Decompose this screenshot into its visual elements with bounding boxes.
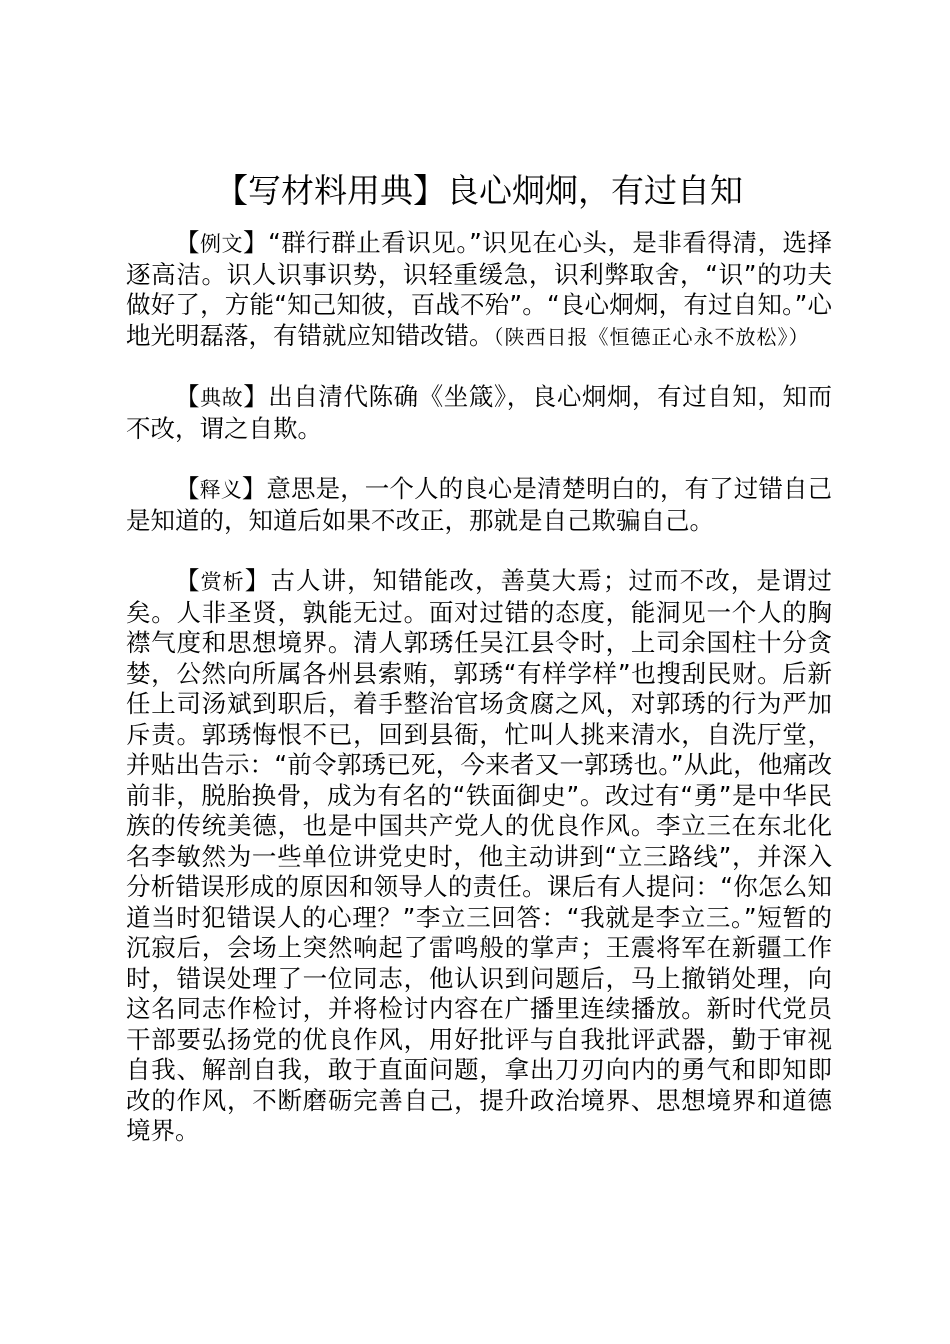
analysis-text: 古人讲，知错能改，善莫大焉；过而不改，是谓过矣。人非圣贤，孰能无过。面对过错的态度，能洞见一个人的胸襟气度和思想境界。清人郭琇任吴江县令时，上司余国柱十分贪婪，公然向所属各州县索贿，郭琇“有样学样”也搜刮民财。后新任上司汤斌到职后，着手整治官场贪腐之风，对郭琇的行为严加斥责。郭琇悔恨不已，回到县衙，忙叫人挑来清水，自洗厅堂，并贴出告示：“前令郭琇已死，今来者又一郭琇也。”从此，他痛改前非，脱胎换骨，成为有名的“铁面御史”。改过有“勇”是中华民族的传统美德，也是中国共产党人的优良作风。李立三在东北化名李敏然为一些单位讲党史时，他主动讲到“立三路线”，并深入分析错误形成的原因和领导人的责任。课后有人提问：“你怎么知道当时犯错误人的心理？”李立三回答：“我就是李立三。”短暂的沉寂后，会场上突然响起了雷鸣般的掌声；王震将军在新疆工作时，错误处理了一位同志，他认识到问题后，马上撤销处理，向这名同志作检讨，并将检讨内容在广播里连续播放。新时代党员干部要弘扬党的优良作风，用好批评与自我批评武器，勤于审视自我、解剖自我，敢于直面问题，拿出刀刃向内的勇气和即知即改的作风，不断磨砺完善自己，提升政治境界、思想境界和道德境界。 bbox=[126, 566, 833, 1145]
document-title: 【写材料用典】良心炯炯，有过自知 bbox=[215, 171, 743, 210]
example-paragraph: 【例文】“群行群止看识见。”识见在心头，是非看得清，选择逐高洁。识人识事识势，识轻重缓急，识利弊取舍，“识”的功夫做好了，方能“知己知彼，百战不殆”。“良心炯炯，有过自知。”心地光明磊落，有错就应知错改错。（陕西日报《恒德正心永不放松》） bbox=[126, 228, 833, 350]
document-page bbox=[126, 168, 832, 1177]
allusion-text: 出自清代陈确《坐箴》，良心炯炯，有过自知，知而不改，谓之自欺。 bbox=[126, 382, 833, 443]
meaning-tag: 释义 bbox=[199, 478, 242, 502]
meaning-paragraph: 【释义】意思是，一个人的良心是清楚明白的，有了过错自己是知道的，知道后如果不改正，那就是自己欺骗自己。 bbox=[126, 474, 833, 535]
meaning-text: 意思是，一个人的良心是清楚明白的，有了过错自己是知道的，知道后如果不改正，那就是自己欺骗自己。 bbox=[126, 474, 833, 535]
analysis-tag: 赏析 bbox=[200, 570, 245, 594]
allusion-tag: 典故 bbox=[200, 386, 244, 410]
example-text: “群行群止看识见。”识见在心头，是非看得清，选择逐高洁。识人识事识势，识轻重缓急，识利弊取舍，“识”的功夫做好了，方能“知己知彼，百战不殆”。“良心炯炯，有过自知。”心地光明磊落，有错就应知错改错。 bbox=[126, 228, 833, 350]
example-tag: 例文 bbox=[200, 232, 244, 256]
example-source: （陕西日报《恒德正心永不放松》） bbox=[493, 324, 810, 349]
allusion-paragraph: 【典故】出自清代陈确《坐箴》，良心炯炯，有过自知，知而不改，谓之自欺。 bbox=[126, 382, 833, 443]
analysis-paragraph: 【赏析】古人讲，知错能改，善莫大焉；过而不改，是谓过矣。人非圣贤，孰能无过。面对过错的态度，能洞见一个人的胸襟气度和思想境界。清人郭琇任吴江县令时，上司余国柱十分贪婪，公然向所属各州县索贿，郭琇“有样学样”也搜刮民财。后新任上司汤斌到职后，着手整治官场贪腐之风，对郭琇的行为严加斥责。郭琇悔恨不已，回到县衙，忙叫人挑来清水，自洗厅堂，并贴出告示：“前令郭琇已死，今来者又一郭琇也。”从此，他痛改前非，脱胎换骨，成为有名的“铁面御史”。改过有“勇”是中华民族的传统美德，也是中国共产党人的优良作风。李立三在东北化名李敏然为一些单位讲党史时，他主动讲到“立三路线”，并深入分析错误形成的原因和领导人的责任。课后有人提问：“你怎么知道当时犯错误人的心理？”李立三回答：“我就是李立三。”短暂的沉寂后，会场上突然响起了雷鸣般的掌声；王震将军在新疆工作时，错误处理了一位同志，他认识到问题后，马上撤销处理，向这名同志作检讨，并将检讨内容在广播里连续播放。新时代党员干部要弘扬党的优良作风，用好批评与自我批评武器，勤于审视自我、解剖自我，敢于直面问题，拿出刀刃向内的勇气和即知即改的作风，不断磨砺完善自己，提升政治境界、思想境界和道德境界。 bbox=[126, 566, 833, 1145]
